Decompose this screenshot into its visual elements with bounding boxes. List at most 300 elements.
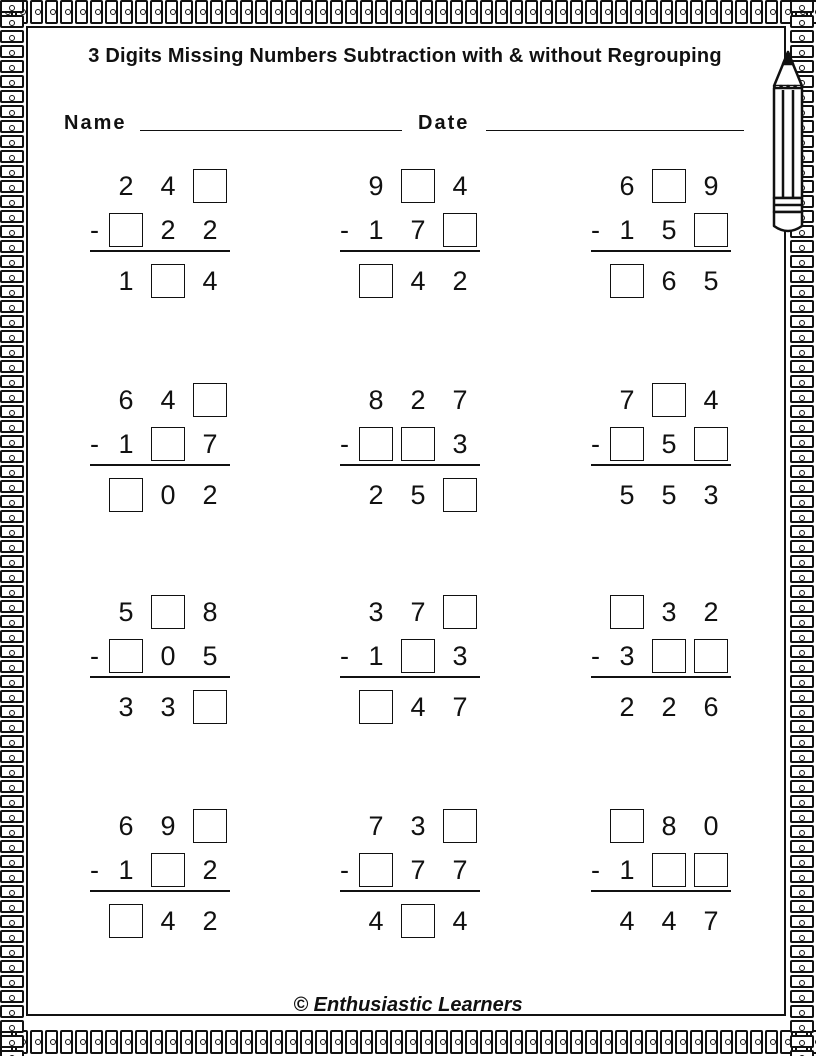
digit: 1 (619, 215, 635, 245)
border-tile (0, 285, 24, 298)
date-field[interactable] (486, 130, 744, 131)
border-tile (45, 0, 58, 24)
equals-bar (591, 464, 731, 466)
border-tile (0, 1020, 24, 1033)
border-tile (0, 225, 24, 238)
missing-digit-box[interactable] (652, 639, 686, 673)
border-left (0, 0, 24, 1056)
digit: 7 (410, 855, 426, 885)
border-tile (0, 75, 24, 88)
missing-digit-box[interactable] (151, 853, 185, 887)
border-tile (790, 15, 814, 28)
missing-digit-box[interactable] (694, 213, 728, 247)
digit: 2 (661, 692, 677, 722)
name-label: Name (64, 112, 127, 134)
border-tile (435, 1030, 448, 1054)
missing-digit-box[interactable] (401, 169, 435, 203)
digit: 1 (118, 855, 134, 885)
digit: 5 (619, 480, 635, 510)
pencil-icon (766, 48, 810, 238)
border-tile (0, 960, 24, 973)
missing-digit-box[interactable] (694, 639, 728, 673)
digit: 9 (160, 811, 176, 841)
border-tile (150, 0, 163, 24)
missing-digit-box[interactable] (359, 427, 393, 461)
digit: 7 (410, 597, 426, 627)
bottom-number-row (591, 638, 731, 674)
border-tile (750, 1030, 763, 1054)
answer-number-row (591, 263, 731, 299)
border-tile (0, 60, 24, 73)
border-tile (435, 0, 448, 24)
border-tile (790, 900, 814, 913)
border-tile (0, 750, 24, 763)
border-tile (30, 0, 43, 24)
border-tile (150, 1030, 163, 1054)
missing-digit-box[interactable] (109, 904, 143, 938)
answer-number-row (90, 477, 230, 513)
border-tile (285, 0, 298, 24)
border-tile (790, 600, 814, 613)
border-tile (790, 375, 814, 388)
border-tile (105, 1030, 118, 1054)
border-tile (450, 1030, 463, 1054)
border-tile (0, 615, 24, 628)
digit: 2 (202, 480, 218, 510)
minus-sign: - (90, 641, 99, 671)
border-tile (210, 1030, 223, 1054)
border-tile (210, 0, 223, 24)
border-tile (0, 570, 24, 583)
border-tile (450, 0, 463, 24)
missing-digit-box[interactable] (359, 853, 393, 887)
subtraction-problem (591, 382, 731, 522)
border-tile (240, 1030, 253, 1054)
border-tile (0, 45, 24, 58)
border-tile (255, 0, 268, 24)
border-tile (0, 180, 24, 193)
digit: 5 (661, 480, 677, 510)
subtraction-problem (591, 808, 731, 948)
border-tile (315, 1030, 328, 1054)
border-tile (165, 0, 178, 24)
border-tile (690, 0, 703, 24)
answer-number-row (340, 263, 480, 299)
border-tile (790, 735, 814, 748)
bottom-number-row (591, 426, 731, 462)
border-tile (120, 0, 133, 24)
missing-digit-box[interactable] (401, 904, 435, 938)
digit: 6 (703, 692, 719, 722)
missing-digit-box[interactable] (610, 809, 644, 843)
digit: 2 (118, 171, 134, 201)
bottom-number-row (90, 426, 230, 462)
border-tile (790, 690, 814, 703)
missing-digit-box[interactable] (694, 853, 728, 887)
border-tile (660, 0, 673, 24)
border-tile (790, 300, 814, 313)
digit: 7 (452, 692, 468, 722)
bottom-number-row (591, 212, 731, 248)
border-top (0, 0, 816, 24)
missing-digit-box[interactable] (610, 427, 644, 461)
border-tile (0, 1050, 24, 1056)
border-tile (0, 915, 24, 928)
subtraction-problem (90, 382, 230, 522)
border-tile (135, 0, 148, 24)
border-tile (790, 465, 814, 478)
border-tile (790, 630, 814, 643)
answer-number-row (90, 903, 230, 939)
missing-digit-box[interactable] (610, 595, 644, 629)
subtraction-problem (591, 168, 731, 308)
digit: 4 (661, 906, 677, 936)
digit: 1 (118, 429, 134, 459)
digit: 4 (160, 385, 176, 415)
border-tile (0, 540, 24, 553)
digit: 4 (410, 266, 426, 296)
border-tile (790, 270, 814, 283)
border-tile (585, 0, 598, 24)
border-tile (315, 0, 328, 24)
border-tile (30, 1030, 43, 1054)
border-tile (765, 0, 778, 24)
border-tile (690, 1030, 703, 1054)
border-tile (0, 825, 24, 838)
bottom-number-row (591, 852, 731, 888)
border-tile (600, 0, 613, 24)
border-tile (735, 1030, 748, 1054)
border-tile (555, 1030, 568, 1054)
border-tile (495, 0, 508, 24)
border-tile (0, 300, 24, 313)
border-tile (420, 0, 433, 24)
digit: 3 (118, 692, 134, 722)
answer-number-row (591, 477, 731, 513)
border-tile (540, 1030, 553, 1054)
border-tile (90, 1030, 103, 1054)
border-tile (180, 0, 193, 24)
equals-bar (90, 464, 230, 466)
equals-bar (90, 890, 230, 892)
equals-bar (591, 250, 731, 252)
border-tile (0, 255, 24, 268)
border-tile (790, 240, 814, 253)
border-tile (0, 660, 24, 673)
digit: 7 (410, 215, 426, 245)
name-field[interactable] (140, 130, 402, 131)
minus-sign: - (90, 429, 99, 459)
border-tile (0, 465, 24, 478)
border-tile (0, 930, 24, 943)
missing-digit-box[interactable] (443, 213, 477, 247)
border-tile (790, 705, 814, 718)
subtraction-problem (340, 808, 480, 948)
subtraction-problem (340, 168, 480, 308)
digit: 8 (368, 385, 384, 415)
answer-number-row (591, 689, 731, 725)
border-tile (720, 1030, 733, 1054)
border-tile (0, 555, 24, 568)
border-tile (480, 1030, 493, 1054)
border-tile (790, 255, 814, 268)
border-tile (790, 675, 814, 688)
border-tile (390, 1030, 403, 1054)
missing-digit-box[interactable] (694, 427, 728, 461)
digit: 5 (118, 597, 134, 627)
border-tile (705, 0, 718, 24)
border-tile (0, 345, 24, 358)
border-tile (0, 690, 24, 703)
border-tile (790, 930, 814, 943)
missing-digit-box[interactable] (151, 427, 185, 461)
border-tile (60, 1030, 73, 1054)
answer-number-row (340, 903, 480, 939)
border-tile (45, 1030, 58, 1054)
digit: 4 (160, 171, 176, 201)
missing-digit-box[interactable] (193, 690, 227, 724)
minus-sign: - (591, 429, 600, 459)
digit: 2 (368, 480, 384, 510)
border-tile (300, 0, 313, 24)
border-tile (790, 330, 814, 343)
border-tile (165, 1030, 178, 1054)
border-tile (790, 720, 814, 733)
border-tile (0, 510, 24, 523)
missing-digit-box[interactable] (443, 809, 477, 843)
missing-digit-box[interactable] (109, 639, 143, 673)
border-tile (0, 165, 24, 178)
digit: 2 (202, 215, 218, 245)
border-tile (790, 360, 814, 373)
minus-sign: - (340, 855, 349, 885)
border-tile (790, 570, 814, 583)
border-tile (790, 825, 814, 838)
border-tile (120, 1030, 133, 1054)
border-tile (630, 1030, 643, 1054)
digit: 6 (661, 266, 677, 296)
digit: 4 (452, 906, 468, 936)
digit: 4 (160, 906, 176, 936)
top-number-row (591, 382, 731, 418)
digit: 4 (410, 692, 426, 722)
border-tile (0, 420, 24, 433)
missing-digit-box[interactable] (610, 264, 644, 298)
minus-sign: - (591, 641, 600, 671)
missing-digit-box[interactable] (109, 478, 143, 512)
border-tile (0, 330, 24, 343)
border-tile (540, 0, 553, 24)
border-tile (0, 795, 24, 808)
border-tile (790, 0, 814, 13)
border-tile (790, 585, 814, 598)
border-tile (495, 1030, 508, 1054)
digit: 6 (118, 811, 134, 841)
border-tile (630, 0, 643, 24)
border-tile (0, 480, 24, 493)
missing-digit-box[interactable] (443, 478, 477, 512)
border-tile (0, 135, 24, 148)
border-tile (465, 0, 478, 24)
minus-sign: - (340, 429, 349, 459)
digit: 0 (160, 480, 176, 510)
border-tile (675, 0, 688, 24)
border-tile (0, 735, 24, 748)
digit: 5 (703, 266, 719, 296)
digit: 5 (661, 215, 677, 245)
missing-digit-box[interactable] (193, 383, 227, 417)
border-tile (180, 1030, 193, 1054)
border-tile (790, 525, 814, 538)
digit: 5 (202, 641, 218, 671)
top-number-row (90, 808, 230, 844)
bottom-number-row (340, 638, 480, 674)
missing-digit-box[interactable] (652, 169, 686, 203)
border-tile (0, 810, 24, 823)
missing-digit-box[interactable] (151, 264, 185, 298)
equals-bar (90, 250, 230, 252)
border-tile (0, 885, 24, 898)
missing-digit-box[interactable] (359, 690, 393, 724)
missing-digit-box[interactable] (652, 853, 686, 887)
border-tile (790, 645, 814, 658)
border-tile (345, 0, 358, 24)
equals-bar (591, 890, 731, 892)
border-tile (790, 870, 814, 883)
border-tile (0, 720, 24, 733)
border-tile (360, 1030, 373, 1054)
border-tile (790, 810, 814, 823)
border-tile (790, 855, 814, 868)
minus-sign: - (591, 215, 600, 245)
subtraction-problem (591, 594, 731, 734)
border-tile (0, 15, 24, 28)
digit: 3 (452, 641, 468, 671)
missing-digit-box[interactable] (401, 427, 435, 461)
top-number-row (90, 168, 230, 204)
border-tile (0, 705, 24, 718)
missing-digit-box[interactable] (359, 264, 393, 298)
border-tile (790, 435, 814, 448)
border-tile (480, 0, 493, 24)
digit: 6 (619, 171, 635, 201)
digit: 2 (410, 385, 426, 415)
border-tile (225, 1030, 238, 1054)
digit: 8 (661, 811, 677, 841)
border-tile (765, 1030, 778, 1054)
border-tile (0, 870, 24, 883)
border-tile (705, 1030, 718, 1054)
border-tile (790, 945, 814, 958)
border-tile (375, 1030, 388, 1054)
top-number-row (591, 808, 731, 844)
top-number-row (90, 382, 230, 418)
digit: 4 (452, 171, 468, 201)
missing-digit-box[interactable] (401, 639, 435, 673)
border-tile (75, 1030, 88, 1054)
border-tile (790, 1035, 814, 1048)
answer-number-row (340, 477, 480, 513)
subtraction-problem (90, 594, 230, 734)
border-tile (0, 360, 24, 373)
missing-digit-box[interactable] (652, 383, 686, 417)
border-tile (270, 1030, 283, 1054)
border-tile (510, 0, 523, 24)
border-tile (525, 0, 538, 24)
border-tile (790, 975, 814, 988)
digit: 8 (202, 597, 218, 627)
digit: 3 (368, 597, 384, 627)
copyright-footer: © Enthusiastic Learners (293, 994, 523, 1016)
border-tile (240, 0, 253, 24)
equals-bar (591, 676, 731, 678)
border-tile (790, 480, 814, 493)
missing-digit-box[interactable] (151, 595, 185, 629)
digit: 5 (661, 429, 677, 459)
equals-bar (340, 676, 480, 678)
subtraction-problem (340, 594, 480, 734)
missing-digit-box[interactable] (443, 595, 477, 629)
digit: 3 (619, 641, 635, 671)
answer-number-row (90, 263, 230, 299)
answer-number-row (591, 903, 731, 939)
border-tile (585, 1030, 598, 1054)
digit: 7 (368, 811, 384, 841)
missing-digit-box[interactable] (109, 213, 143, 247)
date-label: Date (418, 112, 470, 134)
border-tile (570, 0, 583, 24)
border-tile (0, 495, 24, 508)
border-tile (750, 0, 763, 24)
border-tile (420, 1030, 433, 1054)
border-tile (645, 0, 658, 24)
border-tile (0, 855, 24, 868)
digit: 2 (202, 855, 218, 885)
border-tile (790, 510, 814, 523)
border-tile (790, 780, 814, 793)
border-tile (0, 210, 24, 223)
top-number-row (591, 594, 731, 630)
border-tile (790, 450, 814, 463)
top-number-row (591, 168, 731, 204)
border-tile (790, 765, 814, 778)
border-tile (0, 90, 24, 103)
border-tile (300, 1030, 313, 1054)
border-tile (790, 1050, 814, 1056)
digit: 3 (410, 811, 426, 841)
border-tile (790, 915, 814, 928)
border-tile (790, 660, 814, 673)
digit: 2 (703, 597, 719, 627)
border-tile (0, 630, 24, 643)
digit: 7 (202, 429, 218, 459)
border-tile (0, 900, 24, 913)
missing-digit-box[interactable] (193, 809, 227, 843)
border-tile (405, 0, 418, 24)
border-tile (330, 1030, 343, 1054)
bottom-number-row (340, 212, 480, 248)
border-tile (105, 0, 118, 24)
border-tile (0, 270, 24, 283)
equals-bar (340, 464, 480, 466)
digit: 3 (661, 597, 677, 627)
missing-digit-box[interactable] (193, 169, 227, 203)
border-tile (790, 285, 814, 298)
border-tile (790, 30, 814, 43)
border-tile (0, 150, 24, 163)
digit: 7 (619, 385, 635, 415)
minus-sign: - (90, 215, 99, 245)
